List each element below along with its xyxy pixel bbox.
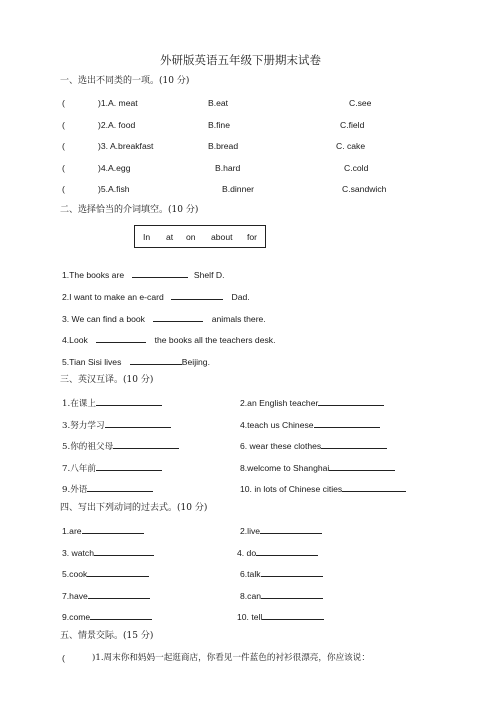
- option-b: B.hard: [215, 163, 241, 173]
- fill-blank-row: [62, 312, 266, 325]
- word-bank-item: for: [247, 232, 258, 242]
- translate-item: [62, 482, 153, 496]
- answer-blank[interactable]: [262, 610, 324, 620]
- option-c: C.sandwich: [342, 184, 387, 194]
- fill-blank-row: [62, 268, 224, 281]
- word-bank-item: about: [211, 232, 233, 242]
- verb-item: [62, 567, 149, 580]
- translate-item: [62, 396, 162, 410]
- translate-item: [240, 418, 380, 431]
- option-b: B.eat: [208, 98, 229, 108]
- option-a: )3. A.breakfast: [98, 141, 154, 151]
- option-c: C.field: [340, 120, 365, 130]
- verb: 7.have: [62, 591, 88, 601]
- answer-blank[interactable]: [260, 524, 322, 534]
- prompt: 1.在课上: [62, 399, 96, 409]
- option-b: B.bread: [208, 141, 239, 151]
- answer-blank[interactable]: [261, 589, 323, 599]
- answer-blank[interactable]: [96, 396, 162, 406]
- verb-item: [62, 589, 150, 602]
- verb: 4. do: [237, 548, 257, 558]
- answer-blank[interactable]: [94, 546, 154, 556]
- verb-item: [62, 546, 154, 559]
- answer-blank[interactable]: [90, 610, 152, 620]
- option-a: )2.A. food: [98, 120, 136, 130]
- section-5-heading: 五、情景交际。(15 分): [60, 631, 154, 641]
- translate-item: [62, 439, 179, 453]
- answer-blank[interactable]: [88, 589, 150, 599]
- verb-item: [237, 546, 318, 559]
- option-b: B.dinner: [222, 184, 255, 194]
- prompt: 5.你的祖父母: [62, 442, 114, 452]
- answer-paren: (: [62, 163, 65, 173]
- sentence-start: 4.Look: [62, 335, 88, 345]
- answer-paren: (: [62, 98, 65, 108]
- answer-paren: (: [62, 653, 65, 663]
- option-c: C.cold: [344, 163, 369, 173]
- sentence-start: 2.I want to make an e-card: [62, 292, 164, 302]
- prompt: 2.an English teacher: [240, 398, 319, 408]
- verb: 10. tell: [237, 612, 263, 622]
- prompt: 4.teach us Chinese: [240, 420, 314, 430]
- translate-item: [240, 482, 406, 495]
- word-bank-item: In: [143, 232, 151, 242]
- answer-blank[interactable]: [96, 461, 162, 471]
- prompt: 7.八年前: [62, 464, 96, 474]
- section-2-heading: 二、选择恰当的介词填空。(10 分): [60, 205, 199, 215]
- translate-item: [62, 418, 171, 432]
- verb-item: [237, 610, 324, 623]
- sentence-end: the books all the teachers desk.: [154, 335, 276, 345]
- option-a: )4.A.egg: [98, 163, 131, 173]
- section-3-heading: 三、英汉互译。(10 分): [60, 375, 154, 385]
- sentence-end: Dad.: [231, 292, 250, 302]
- prompt: 9.外语: [62, 485, 88, 495]
- prompt: 10. in lots of Chinese cities: [240, 484, 343, 494]
- answer-blank[interactable]: [82, 524, 144, 534]
- fill-blank-row: [62, 333, 275, 346]
- answer-blank[interactable]: [342, 482, 406, 492]
- sentence-end: animals there.: [211, 314, 266, 324]
- verb: 2.live: [240, 526, 261, 536]
- translate-item: [240, 439, 387, 452]
- word-bank-box: [134, 225, 266, 248]
- translate-item: [240, 396, 384, 409]
- verb: 9.come: [62, 612, 91, 622]
- prompt: 8.welcome to Shanghai: [240, 463, 330, 473]
- option-c: C. cake: [336, 141, 366, 151]
- verb: 5.cook: [62, 569, 88, 579]
- option-c: C.see: [349, 98, 372, 108]
- page-title: 外研版英语五年级下册期末试卷: [160, 53, 321, 67]
- option-a: )1.A. meat: [98, 98, 138, 108]
- sentence-end: Shelf D.: [193, 270, 225, 280]
- verb-item: [240, 567, 323, 580]
- sentence-start: 3. We can find a book: [62, 314, 145, 324]
- option-b: B.fine: [208, 120, 230, 130]
- prompt: 6. wear these clothes: [240, 441, 322, 451]
- verb-item: [62, 524, 144, 537]
- answer-blank[interactable]: [105, 418, 171, 428]
- answer-blank[interactable]: [96, 333, 146, 343]
- answer-blank[interactable]: [87, 482, 153, 492]
- answer-blank[interactable]: [318, 396, 384, 406]
- sentence-start: 1.The books are: [62, 270, 125, 280]
- answer-blank[interactable]: [261, 567, 323, 577]
- sentence-start: 5.Tian Sisi lives: [62, 357, 122, 367]
- verb: 1.are: [62, 526, 82, 536]
- answer-blank[interactable]: [87, 567, 149, 577]
- word-bank-item: on: [186, 232, 196, 242]
- translate-item: [240, 461, 395, 474]
- verb: 3. watch: [62, 548, 95, 558]
- word-bank-item: at: [166, 232, 174, 242]
- answer-paren: (: [62, 120, 65, 130]
- answer-blank[interactable]: [256, 546, 318, 556]
- section-4-heading: 四、写出下列动词的过去式。(10 分): [60, 503, 208, 513]
- answer-blank[interactable]: [132, 268, 188, 278]
- answer-paren: (: [62, 141, 65, 151]
- answer-blank[interactable]: [329, 461, 395, 471]
- answer-blank[interactable]: [314, 418, 380, 428]
- answer-blank[interactable]: [171, 290, 223, 300]
- section-1-heading: 一、选出不同类的一项。(10 分): [60, 76, 190, 86]
- option-a: )5.A.fish: [98, 184, 130, 194]
- verb-item: [240, 589, 323, 602]
- prompt: 3.努力学习: [62, 421, 105, 431]
- verb: 8.can: [240, 591, 262, 601]
- fill-blank-row: [62, 290, 250, 303]
- answer-blank[interactable]: [130, 355, 182, 365]
- question-text: )1.周末你和妈妈一起逛商店，你看见一件蓝色的衬衫很漂亮，你应该说：: [92, 653, 370, 663]
- verb-item: [62, 610, 152, 623]
- answer-blank[interactable]: [321, 439, 387, 449]
- sentence-end: Beijing.: [181, 357, 210, 367]
- verb: 6.talk: [240, 569, 261, 579]
- verb-item: [240, 524, 322, 537]
- answer-blank[interactable]: [153, 312, 203, 322]
- answer-blank[interactable]: [113, 439, 179, 449]
- translate-item: [62, 461, 162, 475]
- answer-paren: (: [62, 184, 65, 194]
- fill-blank-row: [62, 355, 210, 368]
